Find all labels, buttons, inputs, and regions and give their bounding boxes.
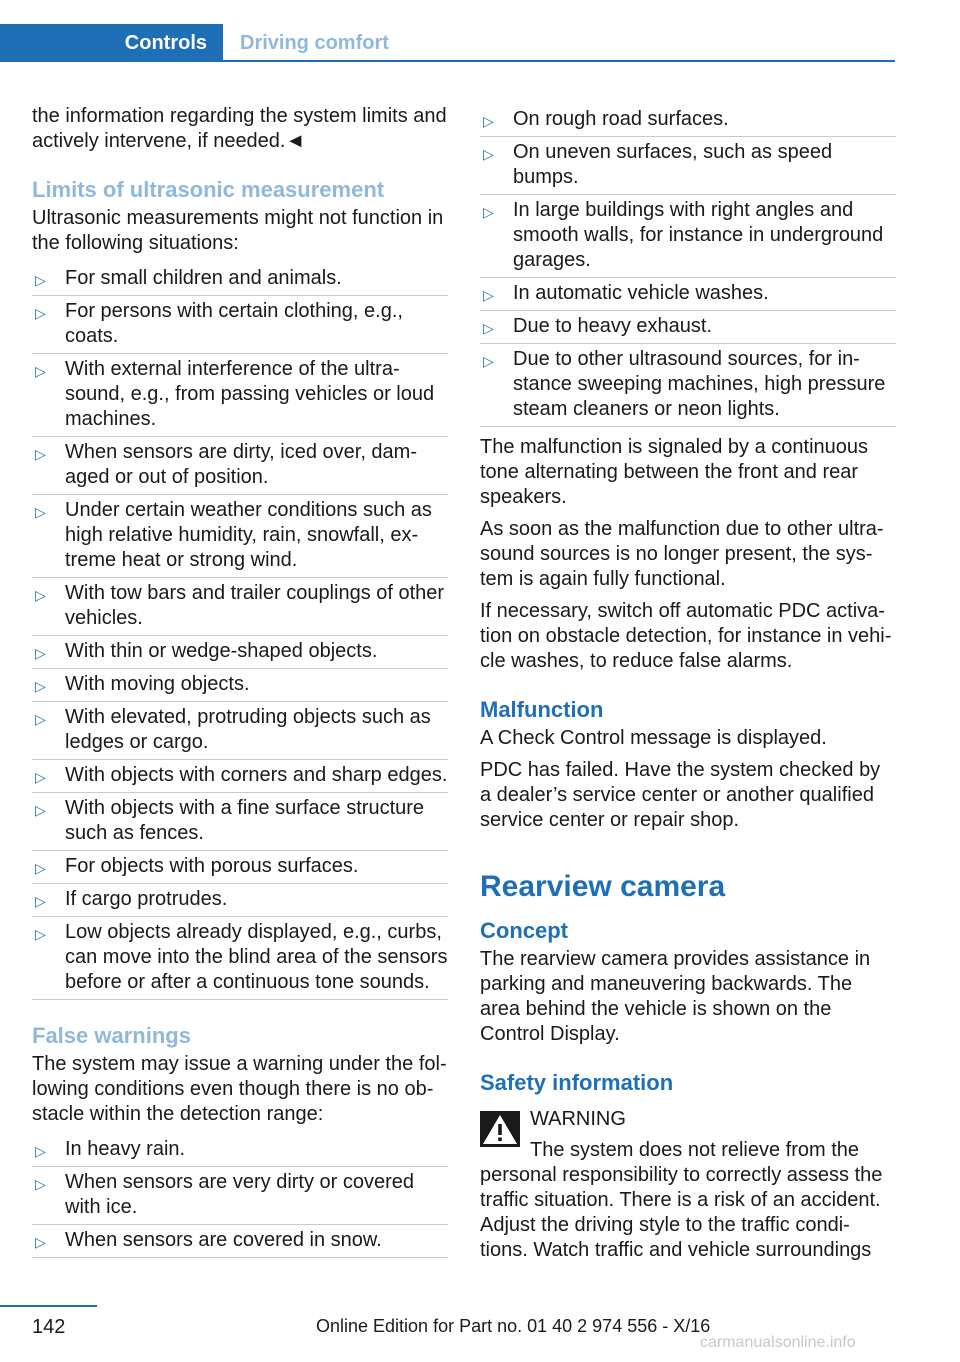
list-item [32, 1134, 448, 1167]
malfunction-message-text: A Check Control message is displayed. [480, 727, 827, 749]
footer-line [0, 1305, 97, 1307]
triangle-right-icon: ▷ [35, 1176, 46, 1192]
page-number: 142 [32, 1316, 66, 1338]
triangle-right-icon: ▷ [483, 320, 494, 336]
warning-text: The system does not relieve from the personal responsibility to correctly assess the traffic situation. There is a risk of an accident. Adjust the driving style to the traffic condi‐tions. Watch traffic and vehicle surroundings [480, 1139, 883, 1261]
triangle-right-icon: ▷ [35, 678, 46, 694]
warning-block [480, 1107, 896, 1132]
header-bar [0, 24, 895, 62]
rearview-camera-heading: Rearview camera [480, 870, 726, 903]
list-item [32, 793, 448, 851]
watermark: carmanualsonline.info [700, 1334, 856, 1351]
list-item [32, 354, 448, 437]
concept-heading: Concept [480, 918, 568, 943]
triangle-right-icon: ▷ [35, 860, 46, 876]
list-item-text: With external interference of the ultra‐sound, e.g., from passing vehicles or loud machines. [65, 358, 435, 430]
list-item [32, 851, 448, 884]
right-situations-list [480, 104, 896, 427]
limits-text: Ultrasonic measurements might not function in the following situations: [32, 207, 444, 254]
list-item-text: On rough road surfaces. [513, 108, 729, 130]
triangle-right-icon: ▷ [35, 645, 46, 661]
triangle-right-icon: ▷ [35, 363, 46, 379]
triangle-right-icon: ▷ [35, 305, 46, 321]
list-item-text: With thin or wedge-shaped objects. [65, 640, 378, 662]
false-warnings-heading: False warnings [32, 1023, 191, 1048]
malfunction-resolved-text: As soon as the malfunction due to other ultra‐sound sources is no longer present, the sys‐tem is again fully functional. [480, 518, 884, 590]
safety-heading: Safety information [480, 1070, 674, 1095]
list-item [32, 760, 448, 793]
list-item-text: If cargo protrudes. [65, 888, 228, 910]
triangle-right-icon: ▷ [483, 113, 494, 129]
limits-heading: Limits of ultrasonic measurement [32, 177, 385, 202]
list-item [32, 1225, 448, 1258]
list-item [480, 104, 896, 137]
list-item [32, 296, 448, 354]
triangle-right-icon: ▷ [483, 204, 494, 220]
triangle-right-icon: ▷ [35, 926, 46, 942]
tab-controls[interactable]: Controls [0, 24, 223, 62]
list-item [480, 344, 896, 427]
triangle-right-icon: ▷ [35, 893, 46, 909]
list-item-text: In heavy rain. [65, 1138, 186, 1160]
malfunction-failed-text: PDC has failed. Have the system checked by a dealer’s service center or another qualified service center or repair shop. [480, 759, 881, 831]
triangle-right-icon: ▷ [483, 146, 494, 162]
list-item-text: Low objects already displayed, e.g., curbs, can move into the blind area of the sensors before or after a continuous tone sounds. [65, 921, 448, 993]
list-item [480, 278, 896, 311]
list-item [480, 195, 896, 278]
false-warnings-text: The system may issue a warning under the fol‐lowing conditions even though there is no ob‐stacle within the detection range: [32, 1053, 447, 1125]
triangle-right-icon: ▷ [35, 802, 46, 818]
triangle-right-icon: ▷ [35, 272, 46, 288]
list-item-text: With moving objects. [65, 673, 250, 695]
list-item [480, 311, 896, 344]
list-item [32, 1167, 448, 1225]
list-item [32, 495, 448, 578]
tab-driving-comfort[interactable]: Driving comfort [240, 32, 389, 54]
switch-off-text: If necessary, switch off automatic PDC activa‐tion on obstacle detection, for instance in vehi‐cle washes, to reduce false alarms. [480, 600, 892, 672]
triangle-right-icon: ▷ [35, 769, 46, 785]
list-item-text: On uneven surfaces, such as speed bumps. [513, 141, 833, 188]
triangle-right-icon: ▷ [35, 446, 46, 462]
list-item [32, 702, 448, 760]
triangle-right-icon: ▷ [35, 587, 46, 603]
list-item-text: When sensors are dirty, iced over, dam‐aged or out of position. [65, 441, 417, 488]
malfunction-tone-text: The malfunction is signaled by a continuous tone alternating between the front and rear speakers. [480, 436, 869, 508]
limits-list [32, 263, 448, 1000]
warning-title: WARNING [530, 1108, 626, 1130]
triangle-right-icon: ▷ [35, 711, 46, 727]
list-item [32, 578, 448, 636]
list-item [32, 669, 448, 702]
false-warnings-list [32, 1134, 448, 1258]
triangle-right-icon: ▷ [35, 504, 46, 520]
list-item-text: Due to other ultrasound sources, for in‐stance sweeping machines, high pressure steam cleaners or neon lights. [513, 348, 886, 420]
edition-text: Online Edition for Part no. 01 40 2 974 556 - X/16 [316, 1316, 711, 1336]
concept-text: The rearview camera provides assistance in parking and maneuvering backwards. The area behind the vehicle is shown on the Control Display. [480, 948, 871, 1045]
list-item [32, 884, 448, 917]
intro-text: the information regarding the system limits and actively intervene, if needed.◄ [32, 105, 447, 152]
list-item [32, 437, 448, 495]
right-column [480, 104, 896, 1270]
warning-triangle-icon [480, 1111, 520, 1147]
triangle-right-icon: ▷ [35, 1143, 46, 1159]
triangle-right-icon: ▷ [35, 1234, 46, 1250]
list-item [480, 137, 896, 195]
list-item-text: In automatic vehicle washes. [513, 282, 769, 304]
list-item [32, 917, 448, 1000]
list-item-text: In large buildings with right angles and smooth walls, for instance in underground garages. [513, 199, 884, 271]
list-item-text: When sensors are covered in snow. [65, 1229, 382, 1251]
list-item-text: With objects with corners and sharp edges. [65, 764, 448, 786]
list-item-text: For persons with certain clothing, e.g., coats. [65, 300, 403, 347]
triangle-right-icon: ▷ [483, 353, 494, 369]
list-item-text: With elevated, protruding objects such as ledges or cargo. [65, 706, 431, 753]
list-item-text: When sensors are very dirty or covered with ice. [65, 1171, 415, 1218]
list-item-text: For objects with porous surfaces. [65, 855, 359, 877]
list-item-text: With tow bars and trailer couplings of other vehicles. [65, 582, 445, 629]
list-item [32, 636, 448, 669]
left-column [32, 104, 448, 1266]
list-item-text: For small children and animals. [65, 267, 342, 289]
list-item-text: Due to heavy exhaust. [513, 315, 713, 337]
list-item [32, 263, 448, 296]
triangle-right-icon: ▷ [483, 287, 494, 303]
list-item-text: Under certain weather conditions such as high relative humidity, rain, snowfall, ex‐treme heat or strong wind. [65, 499, 432, 571]
malfunction-heading: Malfunction [480, 697, 604, 722]
list-item-text: With objects with a fine surface structure such as fences. [65, 797, 425, 844]
